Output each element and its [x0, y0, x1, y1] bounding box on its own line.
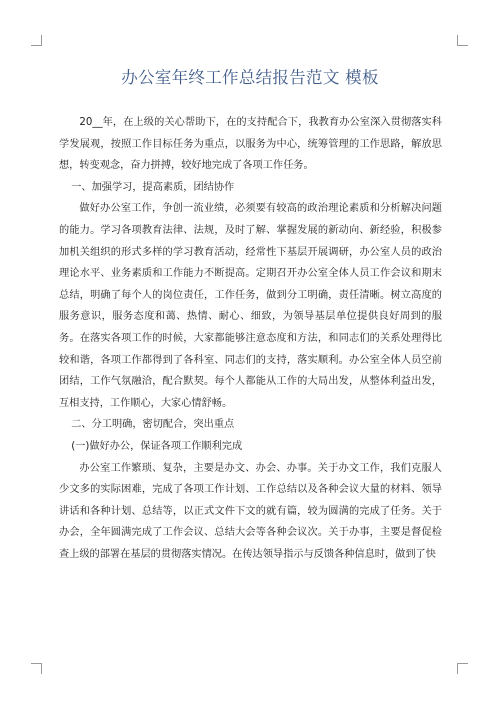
paragraph-section-1: 做好办公室工作，争创一流业绩，必须要有较高的政治理论素质和分析解决问题的能力。学习各项教育法律、法规，及时了解、掌握发展的新动向、新经验，积极参加机关组织的形式多样的学习教育活动，经常性下基层开展调研，办公室人员的政治理论水平、业务素质和工作能力不断提高。定期召开办公室全体人员工作会议和期末总结，明确了每个人的岗位责任，工作任务，做到分工明确，责任清晰。树立高度的服务意识，服务态度和蔼、热情、耐心、细致，为领导基层单位提供良好周到的服务。在落实各项工作的时候，大家都能够注意态度和方法，和同志们的关系处理得比较和谐，各项工作都得到了各科室、同志们的支持，落实顺利。办公室全体人员空前团结，工作气氛融洽，配合默契。每个人都能从工作的大局出发，从整体利益出发，互相支持，工作顺心，大家心情舒畅。	[59, 203, 442, 409]
paragraph-intro: 20__年，在上级的关心帮助下，在的支持配合下，我教育办公室深入贯彻落实科学发展观，按照工作目标任务为重点，以服务为中心，统筹管理的工作思路，解放思想，转变观念，奋力拼搏，较好地完成了各项工作任务。	[59, 117, 442, 172]
crop-mark-top-right	[457, 35, 468, 46]
subsection-heading-1: (一)做好办公，保证各项工作顺利完成	[71, 440, 243, 452]
crop-mark-top-left	[31, 35, 42, 46]
document-body	[59, 112, 442, 702]
section-heading-1: 一、加强学习，提高素质，团结协作	[71, 181, 235, 193]
crop-mark-bottom-right	[457, 663, 468, 674]
crop-mark-bottom-left	[31, 663, 42, 674]
section-heading-2: 二、分工明确，密切配合，突出重点	[71, 419, 235, 431]
document-title: 办公室年终工作总结报告范文 模板	[121, 68, 379, 87]
paragraph-subsection-1: 办公室工作繁琐、复杂，主要是办文、办会、办事。关于办文工作，我们克服人少文多的实际困难，完成了各项工作计划、工作总结以及各种会议大量的材料、领导讲话和各种计划、总结等，以正式文件下文的就有篇，较为圆满的完成了任务。关于办会，全年圆满完成了工作会议、总结大会等各种会议次。关于办事，主要是督促检查上级的部署在基层的贯彻落实情况。在传达领导指示与反馈各种信息时，做到了快	[59, 462, 442, 560]
